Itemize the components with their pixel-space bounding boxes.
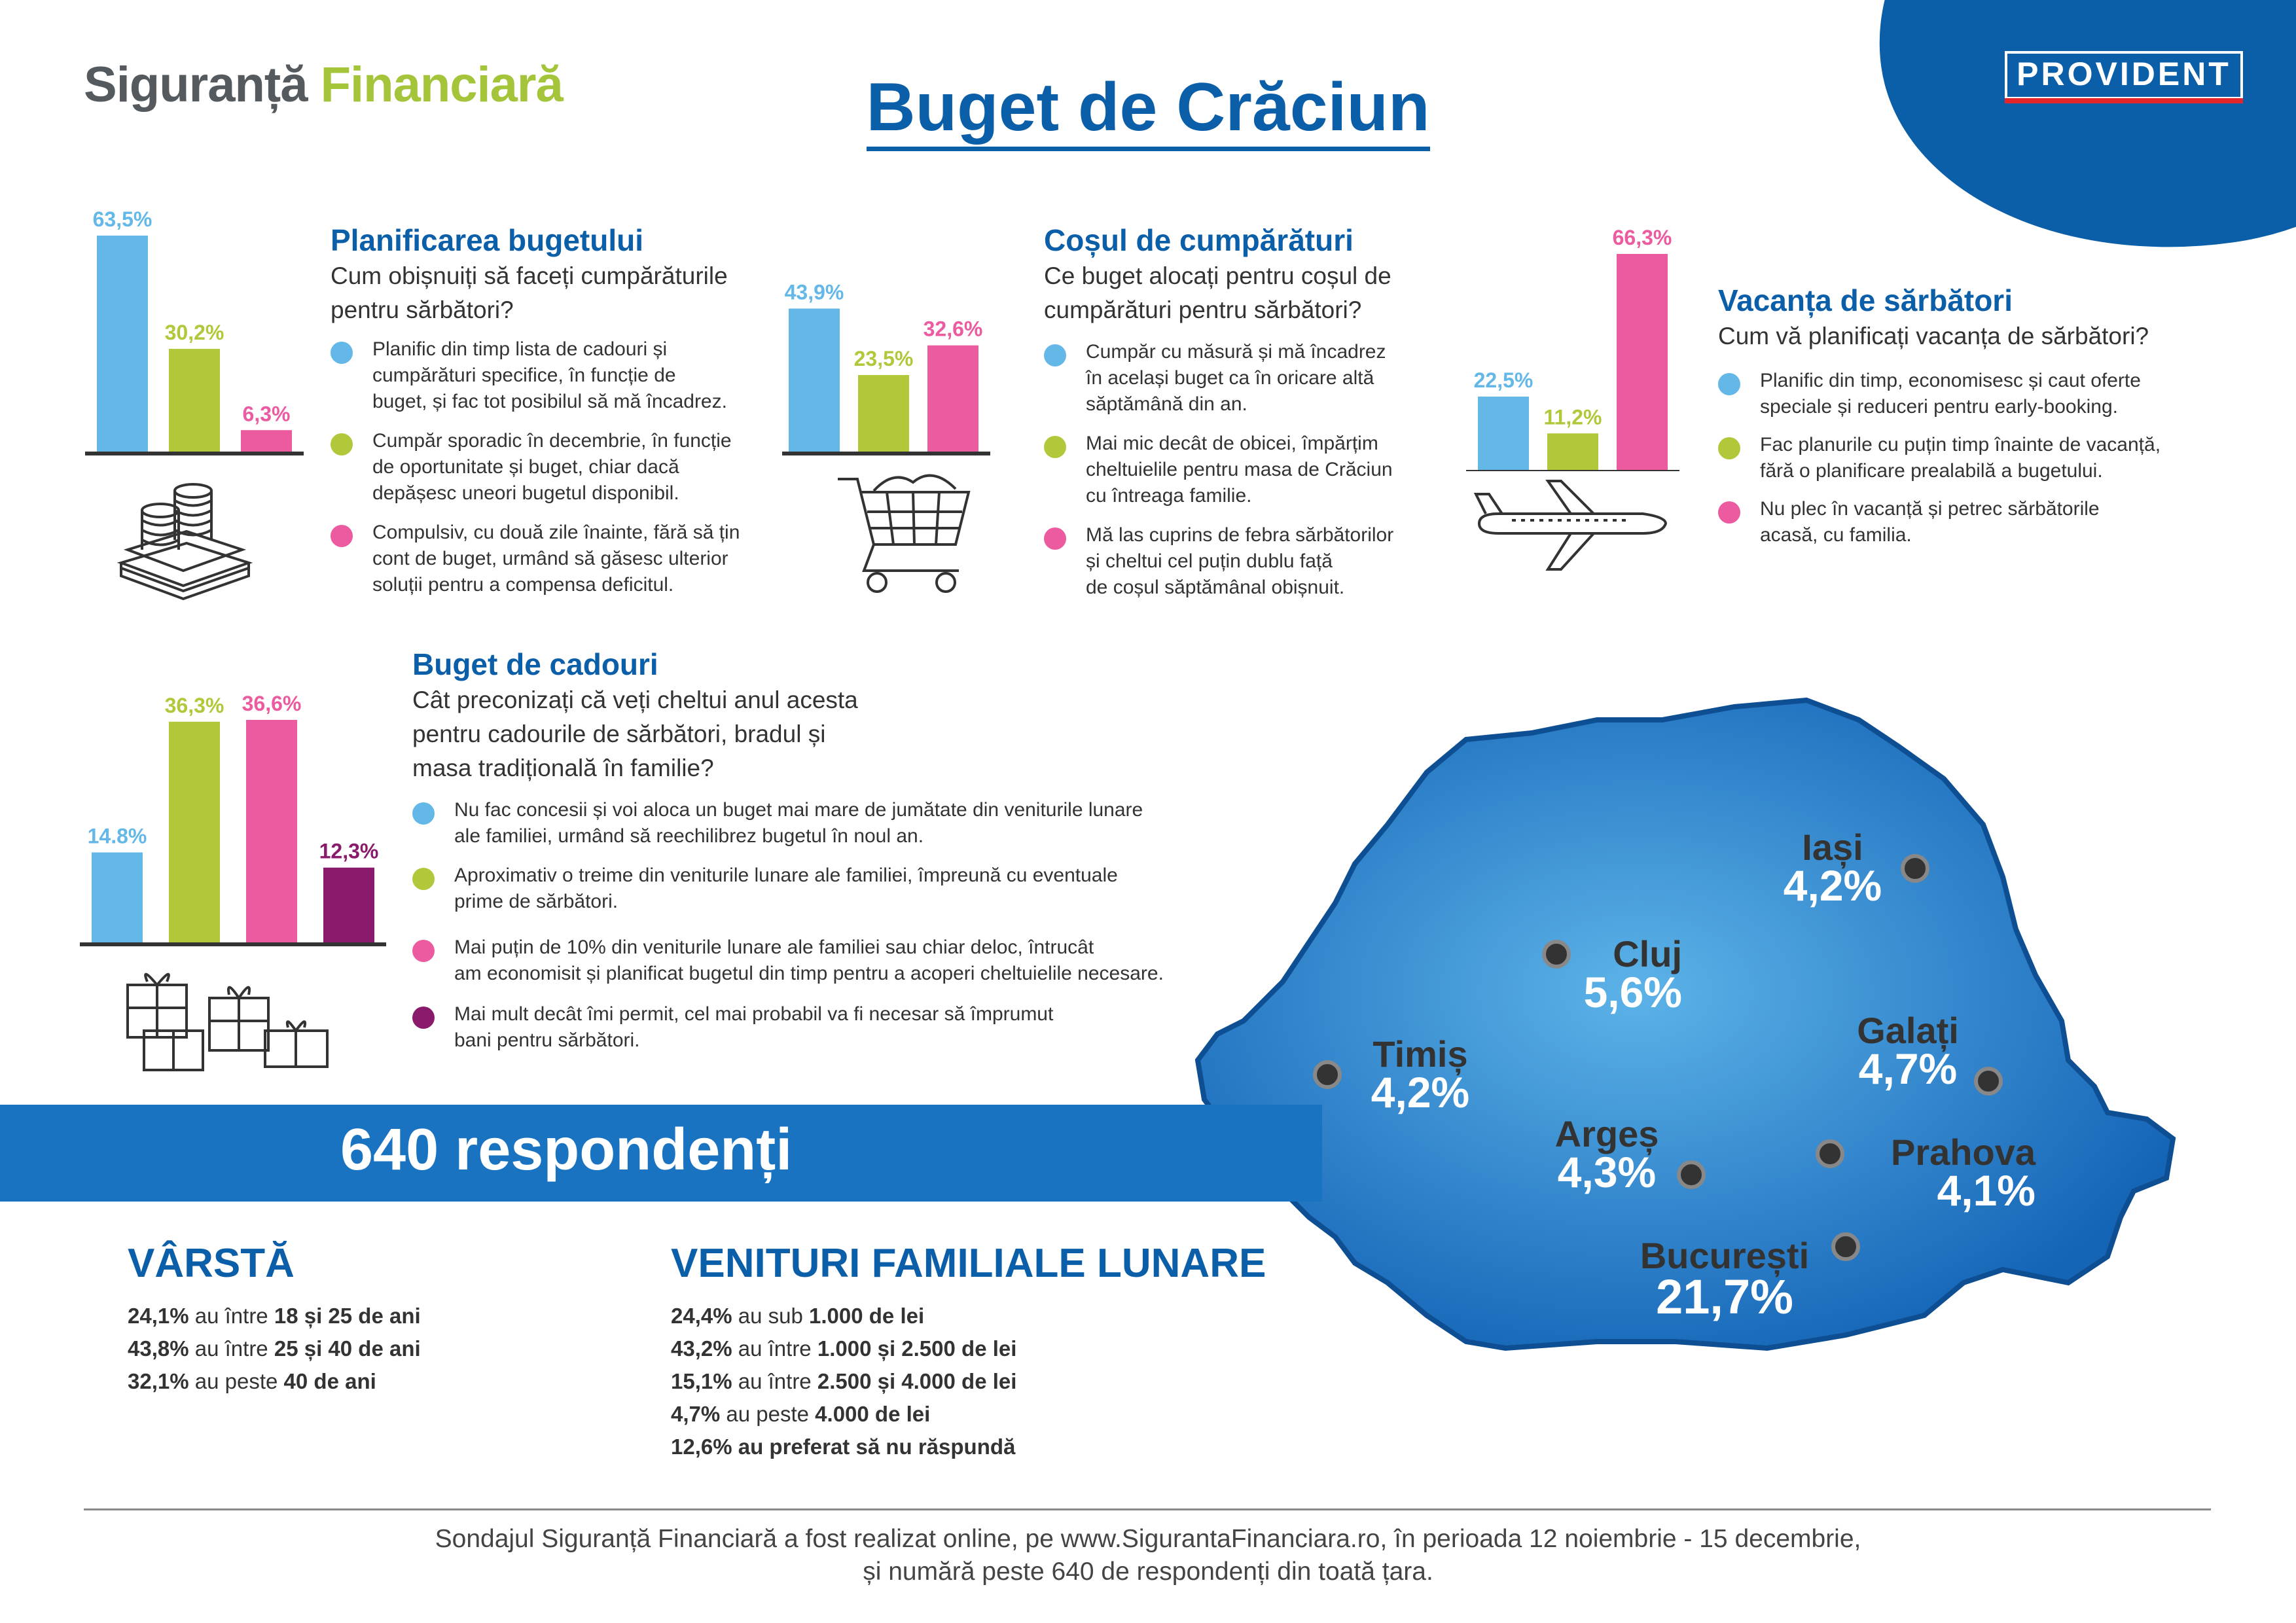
section4-question	[412, 683, 858, 785]
section3-option-2	[1718, 432, 2161, 484]
option-line: Nu plec în vacanță și petrec sărbătorile	[1760, 498, 2100, 520]
city-percent: 4,3%	[1557, 1148, 1657, 1196]
option-line: Planific din timp, economisesc și caut oferte	[1760, 370, 2141, 391]
section1-title: Planificarea bugetului	[331, 223, 643, 257]
city-percent: 5,6%	[1583, 968, 1682, 1016]
income-row: 24,4% au sub 1.000 de lei	[671, 1304, 925, 1328]
city-percent: 21,7%	[1656, 1270, 1793, 1324]
option-line: depășesc uneori bugetul disponibil.	[372, 482, 679, 504]
bullet-blue-icon	[1718, 373, 1740, 395]
option-line: Mai mult decât îmi permit, cel mai probabil va fi necesar să împrumut	[454, 1003, 1054, 1025]
chart-data-label: 36,6%	[242, 692, 302, 715]
city-timis	[1342, 1033, 1499, 1117]
bullet-green-icon	[331, 433, 353, 455]
chart-bar	[97, 236, 148, 452]
section4-option-4	[412, 1001, 1053, 1054]
chart-baseline	[85, 452, 304, 455]
chart-data-label: 12,3%	[319, 839, 379, 863]
city-name: Prahova	[1891, 1132, 2036, 1173]
option-line: Cumpăr sporadic în decembrie, în funcție	[372, 430, 732, 452]
option-line: și cheltui cel puțin dublu față	[1086, 550, 1333, 572]
respondents-count: 640 respondenți	[340, 1117, 793, 1183]
option-line: Compulsiv, cu două zile înainte, fără să țin	[372, 522, 740, 543]
chart-bar	[789, 308, 840, 452]
section3-question-line: Cum vă planificați vacanța de sărbători?	[1718, 323, 2149, 349]
income-row: 4,7% au peste 4.000 de lei	[671, 1402, 931, 1426]
chart-data-label: 43,9%	[784, 280, 844, 304]
city-galati	[1826, 1009, 1990, 1094]
bar-chart-svg	[1460, 196, 1689, 471]
section4-option-1	[412, 797, 1143, 849]
bullet-pink-icon	[1718, 501, 1740, 524]
option-line: Mă las cuprins de febra sărbătorilor	[1086, 524, 1394, 546]
chart-data-label: 36,3%	[164, 693, 224, 717]
brand-part-2: Financiară	[320, 57, 563, 113]
bullet-green-icon	[1718, 437, 1740, 459]
city-arges	[1532, 1113, 1682, 1197]
chart-bar	[1547, 433, 1598, 470]
airplane-icon	[1473, 478, 1669, 576]
city-name: Iași	[1802, 827, 1863, 868]
city-name: Argeș	[1554, 1113, 1659, 1154]
bullet-green-icon	[1044, 436, 1066, 458]
option-line: de coșul săptămânal obișnuit.	[1086, 577, 1345, 598]
chart-bar	[1478, 397, 1529, 470]
gift-boxes-icon	[118, 959, 334, 1073]
income-title: VENITURI FAMILIALE LUNARE	[671, 1241, 1266, 1286]
shopping-cart-icon	[834, 466, 978, 597]
option-line: cumpărături specifice, în funcție de	[372, 365, 676, 386]
section2-question	[1044, 259, 1391, 327]
map-pin-bucuresti[interactable]	[1831, 1232, 1860, 1261]
chart-data-label: 14.8%	[87, 824, 147, 848]
footer-line-1: Sondajul Siguranță Financiară a fost realizat online, pe www.SigurantaFinanciara.ro, în perioada 12 noiembrie - 15 decembrie,	[435, 1525, 1861, 1553]
chart-cosul-de-cumparaturi	[782, 196, 1018, 471]
bar-chart-svg	[782, 196, 1018, 471]
chart-bar	[92, 853, 143, 942]
chart-data-label: 32,6%	[923, 317, 983, 341]
chart-data-label: 22,5%	[1473, 368, 1534, 393]
option-line: Mai mic decât de obicei, împărțim	[1086, 433, 1378, 454]
bullet-blue-icon	[1044, 344, 1066, 366]
option-line: de oportunitate și buget, chiar dacă	[372, 456, 679, 478]
section2-option-3	[1044, 522, 1393, 601]
section1-option-1	[331, 336, 727, 415]
option-line: acasă, cu familia.	[1760, 524, 1912, 546]
option-line: cu întreaga familie.	[1086, 485, 1252, 507]
option-line: am economisit și planificat bugetul din timp pentru a acoperi cheltuielile necesare.	[454, 963, 1164, 984]
section1-question-line: pentru sărbători?	[331, 296, 514, 323]
chart-bar	[858, 375, 909, 452]
chart-data-label: 30,2%	[164, 321, 224, 345]
chart-bar	[927, 346, 978, 452]
city-prahova	[1846, 1131, 2036, 1215]
option-line: Aproximativ o treime din veniturile lunare ale familiei, împreună cu eventuale	[454, 865, 1118, 886]
city-percent: 4,7%	[1858, 1044, 1958, 1093]
chart-bar	[169, 722, 220, 942]
city-cluj	[1538, 933, 1682, 1017]
city-name: Timiș	[1372, 1033, 1468, 1075]
chart-data-label: 66,3%	[1612, 226, 1672, 249]
option-line: cont de buget, urmând să găsesc ulterior	[372, 548, 728, 569]
bullet-blue-icon	[412, 802, 435, 825]
income-list	[671, 1300, 1016, 1463]
city-percent: 4,2%	[1783, 861, 1882, 910]
footer-line-2: și numără peste 640 de respondenți din toată țara.	[863, 1558, 1433, 1586]
section2-title: Coșul de cumpărături	[1044, 223, 1354, 257]
option-line: săptămână din an.	[1086, 393, 1247, 415]
bar-chart-svg	[65, 668, 399, 955]
chart-planificarea-bugetului	[65, 196, 353, 471]
option-line: fără o planificare prealabilă a bugetului.	[1760, 460, 2103, 482]
chart-baseline	[782, 452, 990, 455]
chart-data-label: 63,5%	[92, 207, 152, 231]
bullet-pink-icon	[1044, 527, 1066, 550]
age-row: 43,8% au între 25 și 40 de ani	[128, 1336, 421, 1361]
section1-question-line: Cum obișnuiți să faceți cumpărăturile	[331, 262, 728, 289]
income-row: 43,2% au între 1.000 și 2.500 de lei	[671, 1336, 1017, 1361]
city-name: Cluj	[1613, 933, 1682, 974]
city-name: Galați	[1857, 1010, 1959, 1051]
bullet-pink-icon	[412, 940, 435, 962]
money-stack-icon	[115, 465, 259, 602]
city-percent: 4,1%	[1937, 1166, 2036, 1215]
section2-question-line: Ce buget alocați pentru coșul de	[1044, 262, 1391, 289]
chart-bar	[241, 430, 292, 452]
map-pin-prahova[interactable]	[1816, 1139, 1844, 1168]
section4-question-line: pentru cadourile de sărbători, bradul și	[412, 721, 826, 747]
bullet-pink-icon	[331, 525, 353, 547]
option-line: speciale și reduceri pentru early-booking.	[1760, 396, 2118, 418]
bullet-purple-icon	[412, 1007, 435, 1029]
option-line: cheltuielile pentru masa de Crăciun	[1086, 459, 1393, 480]
option-line: Cumpăr cu măsură și mă încadrez	[1086, 341, 1386, 363]
chart-data-label: 11,2%	[1543, 405, 1602, 429]
age-row: 32,1% au peste 40 de ani	[128, 1369, 376, 1393]
age-title: VÂRSTĂ	[128, 1241, 295, 1286]
city-name: București	[1640, 1235, 1810, 1276]
section3-option-3	[1718, 496, 2100, 548]
city-bucuresti	[1617, 1234, 1833, 1325]
section1-option-2	[331, 428, 732, 507]
section4-option-2	[412, 863, 1118, 915]
section3-question	[1718, 319, 2149, 353]
option-line: în același buget ca în oricare altă	[1086, 367, 1374, 389]
chart-bar	[323, 868, 374, 942]
bullet-green-icon	[412, 868, 435, 890]
section4-question-line: masa tradițională în familie?	[412, 755, 714, 781]
bullet-blue-icon	[331, 342, 353, 364]
section1-option-3	[331, 520, 740, 598]
age-list	[128, 1300, 421, 1398]
option-line: ale familiei, urmând să reechilibrez bugetul în noul an.	[454, 825, 924, 847]
page-title	[0, 69, 2296, 147]
option-line: Planific din timp lista de cadouri și	[372, 338, 668, 360]
bar-chart-svg	[65, 196, 353, 471]
chart-data-label: 6,3%	[242, 402, 291, 426]
provident-logo-text: PROVIDENT	[2005, 51, 2243, 99]
option-line: Mai puțin de 10% din veniturile lunare ale familiei sau chiar deloc, întrucât	[454, 936, 1094, 958]
option-line: prime de sărbători.	[454, 891, 619, 912]
option-line: soluții pentru a compensa deficitul.	[372, 574, 674, 596]
chart-baseline	[80, 942, 386, 946]
section2-option-2	[1044, 431, 1393, 509]
income-row: 15,1% au între 2.500 și 4.000 de lei	[671, 1369, 1017, 1393]
section3-option-1	[1718, 368, 2141, 420]
chart-baseline	[1466, 470, 1679, 471]
city-iasi	[1761, 826, 1905, 910]
chart-buget-de-cadouri	[65, 668, 399, 955]
option-line: Fac planurile cu puțin timp înainte de vacanță,	[1760, 434, 2161, 455]
chart-bar	[169, 349, 220, 452]
chart-vacanta-de-sarbatori	[1460, 196, 1689, 471]
chart-bar	[246, 720, 297, 942]
option-line: Nu fac concesii și voi aloca un buget mai mare de jumătate din veniturile lunare	[454, 799, 1143, 821]
age-row: 24,1% au între 18 și 25 de ani	[128, 1304, 421, 1328]
section4-question-line: Cât preconizați că veți cheltui anul acesta	[412, 687, 858, 713]
section4-title: Buget de cadouri	[412, 647, 658, 681]
map-pin-timis[interactable]	[1313, 1060, 1342, 1089]
chart-data-label: 23,5%	[853, 347, 914, 371]
section1-question	[331, 259, 728, 327]
page-title-text: Buget de Crăciun	[867, 69, 1430, 151]
section3-title: Vacanța de sărbători	[1718, 283, 2013, 317]
section2-option-1	[1044, 339, 1386, 418]
section2-question-line: cumpărături pentru sărbători?	[1044, 296, 1362, 323]
map-pin-iasi[interactable]	[1901, 854, 1929, 883]
option-line: buget, și fac tot posibilul să mă încadrez.	[372, 391, 727, 412]
option-line: bani pentru sărbători.	[454, 1029, 640, 1051]
section4-option-3	[412, 935, 1164, 987]
chart-bar	[1617, 254, 1668, 470]
city-percent: 4,2%	[1371, 1068, 1470, 1116]
income-row: 12,6% au preferat să nu răspundă	[671, 1435, 1016, 1459]
brand-part-1: Siguranță	[84, 57, 308, 113]
footer-divider	[84, 1508, 2211, 1510]
